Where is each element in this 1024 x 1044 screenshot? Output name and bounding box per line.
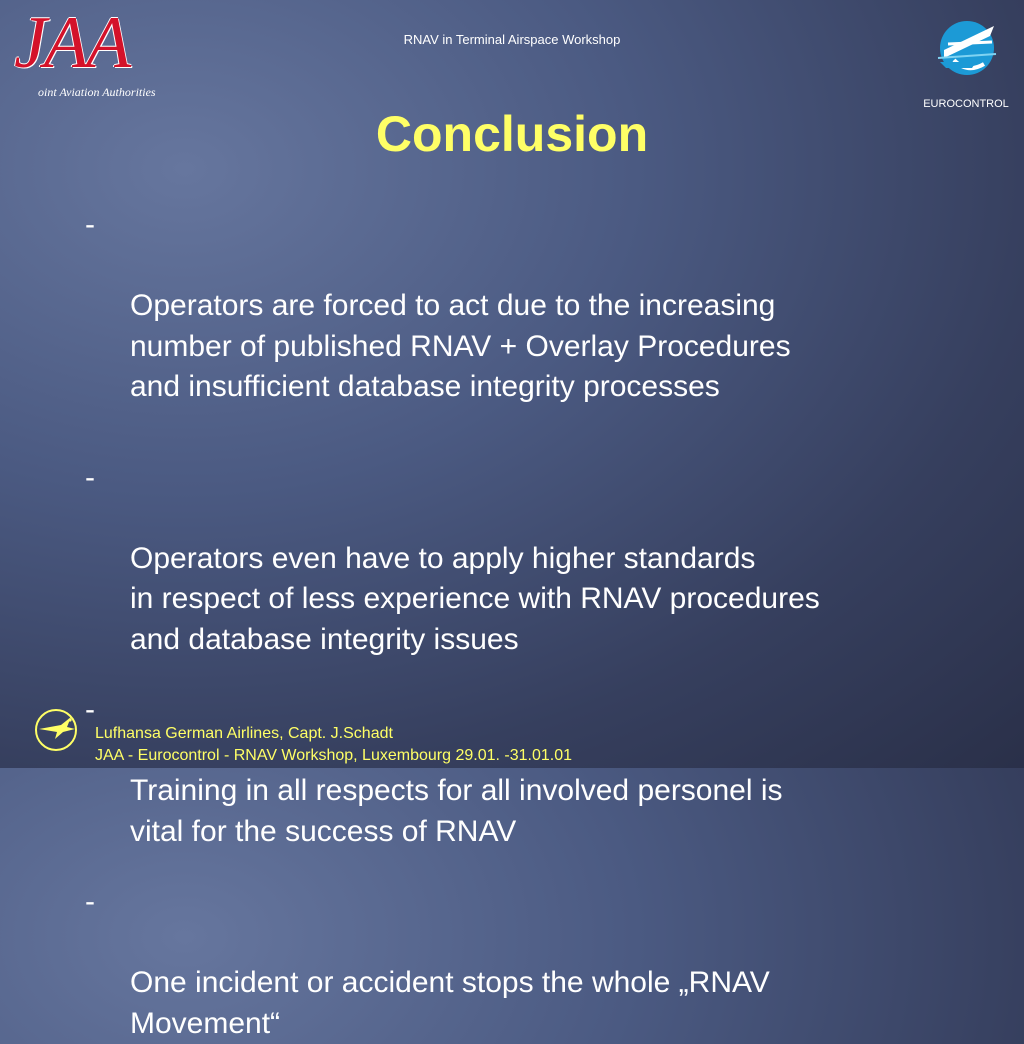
- bullet-item: [85, 690, 965, 852]
- bullet-text: Training in all respects for all involved personel is vital for the success of RNAV: [130, 774, 783, 848]
- bullet-text: Operators are forced to act due to the increasing number of published RNAV + Overlay Procedures and insufficient database integrity processes: [130, 289, 791, 403]
- bullet-list: [85, 205, 965, 1044]
- eurocontrol-label: EUROCONTROL: [923, 98, 1009, 110]
- bullet-text: Operators even have to apply higher standards in respect of less experience with RNAV procedures and database integrity issues: [130, 541, 820, 656]
- bullet-marker: -: [85, 208, 95, 241]
- footer-line-event: JAA - Eurocontrol - RNAV Workshop, Luxembourg 29.01. -31.01.01: [95, 747, 572, 764]
- footer-line-author: Lufhansa German Airlines, Capt. J.Schadt: [95, 725, 393, 742]
- lufthansa-crane-icon: [33, 707, 79, 753]
- slide-title: Conclusion: [375, 106, 649, 162]
- bullet-marker: -: [85, 460, 95, 494]
- header-title: RNAV in Terminal Airspace Workshop: [403, 32, 621, 47]
- footer: [95, 723, 572, 767]
- eurocontrol-emblem-icon: [936, 14, 998, 92]
- bullet-marker: -: [85, 885, 95, 918]
- bullet-item: [85, 205, 965, 408]
- bullet-item: [85, 458, 965, 661]
- eurocontrol-logo: [916, 10, 1016, 112]
- jaa-logo-tagline: oint Aviation Authorities: [38, 85, 156, 99]
- jaa-logo: [14, 2, 194, 104]
- jaa-logo-letters: JAA: [14, 2, 129, 84]
- bullet-marker: -: [85, 693, 95, 726]
- bullet-item: [85, 882, 965, 1044]
- bullet-text: One incident or accident stops the whole „RNAV Movement“: [130, 966, 770, 1040]
